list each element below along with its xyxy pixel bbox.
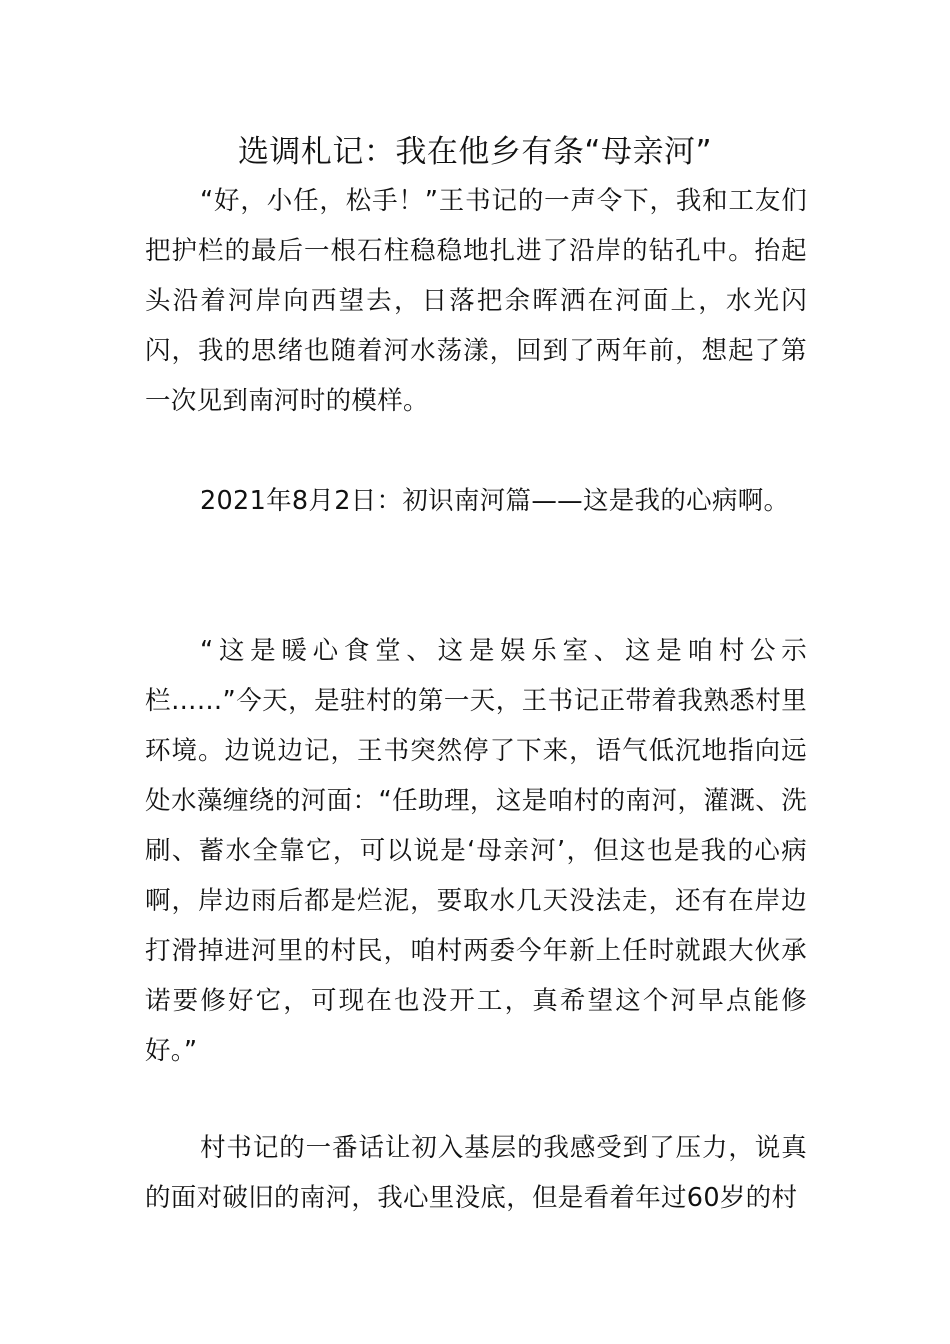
paragraph-3: “这是暖心食堂、这是娱乐室、这是咱村公示栏……”今天，是驻村的第一天，王书记正带着我熟悉村里环境。边说边记，王书突然停了下来，语气低沉地指向远处水藻缠绕的河面：“任助理，这是咱村的南河，灌溉、洗刷、蓄水全靠它，可以说是‘母亲河’，但这也是我的心病啊，岸边雨后都是烂泥，要取水几天没法走，还有在岸边打滑掉进河里的村民，咱村两委今年新上任时就跟大伙承诺要修好它，可现在也没开工，真希望这个河早点能修好。” xyxy=(145,636,807,1066)
paragraph-1: “好，小任，松手！”王书记的一声令下，我和工友们把护栏的最后一根石柱稳稳地扎进了沿岸的钻孔中。抬起头沿着河岸向西望去，日落把余晖洒在河面上，水光闪闪，我的思绪也随着河水荡漾，回到了两年前，想起了第一次见到南河时的模样。 xyxy=(145,186,807,416)
paragraph-4: 村书记的一番话让初入基层的我感受到了压力，说真的面对破旧的南河，我心里没底，但是看着年过60岁的村 xyxy=(145,1133,807,1213)
paragraph-2: 2021年8月2日：初识南河篇——这是我的心病啊。 xyxy=(200,486,790,516)
document-title: 选调札记：我在他乡有条“母亲河” xyxy=(237,134,713,170)
